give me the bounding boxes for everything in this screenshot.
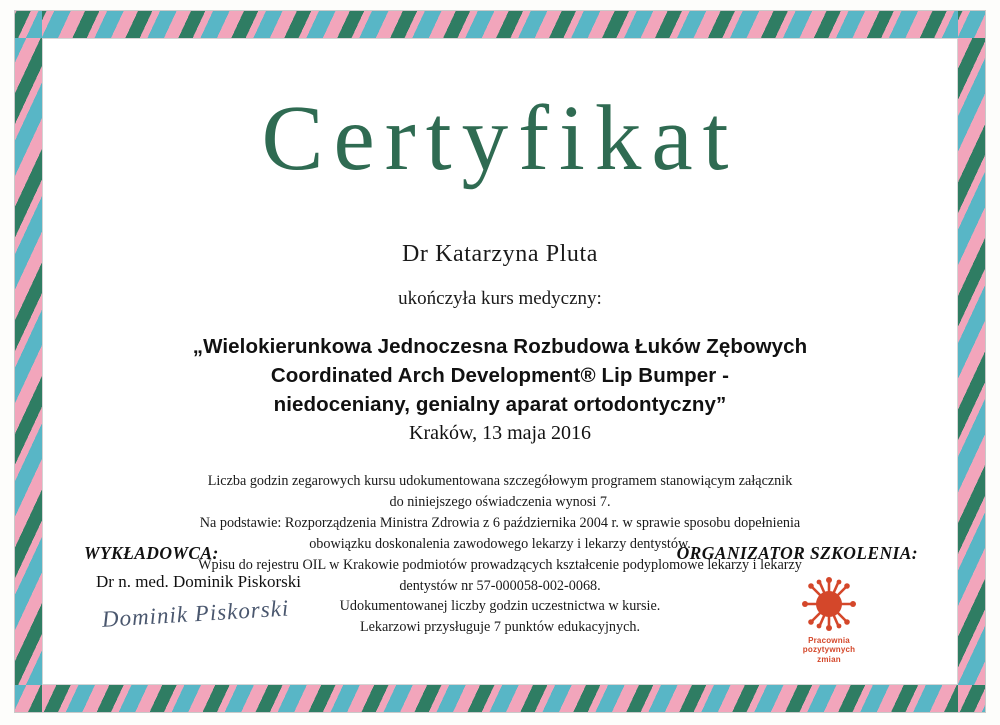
certificate-content xyxy=(50,44,950,679)
organizer-logo-line: Pracownia xyxy=(808,636,850,645)
course-title-line: „Wielokierunkowa Jednoczesna Rozbudowa Łuków Zębowych xyxy=(192,334,808,358)
legal-line: Wpisu do rejestru OIL w Krakowie podmiotów prowadzących kształcenie podyplomowe lekarzy i lekarzy xyxy=(198,556,802,573)
organizer-logo-line: zmian xyxy=(817,654,841,664)
course-title xyxy=(76,332,924,419)
lecturer-heading: WYKŁADOWCA: xyxy=(84,543,219,563)
organizer-logo-text xyxy=(803,636,855,664)
lecturer-signature: Dominik Piskorski xyxy=(101,595,290,632)
completion-text: ukończyła kurs medyczny: xyxy=(398,287,602,309)
lecturer-block xyxy=(84,543,301,634)
legal-line: obowiązku doskonalenia zawodowego lekarzy i lekarzy dentystów. xyxy=(309,535,691,552)
recipient-name: Dr Katarzyna Pluta xyxy=(401,240,599,267)
course-title-line: Coordinated Arch Development® Lip Bumper - xyxy=(270,363,730,387)
legal-line: Na podstawie: Rozporządzenia Ministra Zdrowia z 6 października 2004 r. w sprawie sposobu dopełnienia xyxy=(199,514,801,531)
organizer-heading: ORGANIZATOR SZKOLENIA: xyxy=(676,543,918,563)
legal-line: Liczba godzin zegarowych kursu udokumentowana szczegółowym programem stanowiącym załącznik xyxy=(207,473,793,490)
signature-row xyxy=(76,543,924,673)
legal-line: Udokumentowanej liczby godzin uczestnictwa w kursie. xyxy=(339,598,661,615)
place-and-date: Kraków, 13 maja 2016 xyxy=(409,422,591,445)
legal-line: Lekarzowi przysługuje 7 punktów edukacyjnych. xyxy=(359,619,641,636)
certificate-title: Certyfikat xyxy=(261,87,739,190)
organizer-logo-line: pozytywnych xyxy=(802,645,856,655)
virus-burst-icon xyxy=(800,576,858,634)
course-title-line: niedoceniany, genialny aparat ortodontyczny” xyxy=(273,393,727,417)
lecturer-name: Dr n. med. Dominik Piskorski xyxy=(96,572,301,591)
legal-line: do niniejszego oświadczenia wynosi 7. xyxy=(389,494,611,511)
organizer-logo xyxy=(754,576,904,664)
legal-line: dentystów nr 57-000058-002-0068. xyxy=(399,577,601,594)
organizer-block xyxy=(677,543,918,664)
